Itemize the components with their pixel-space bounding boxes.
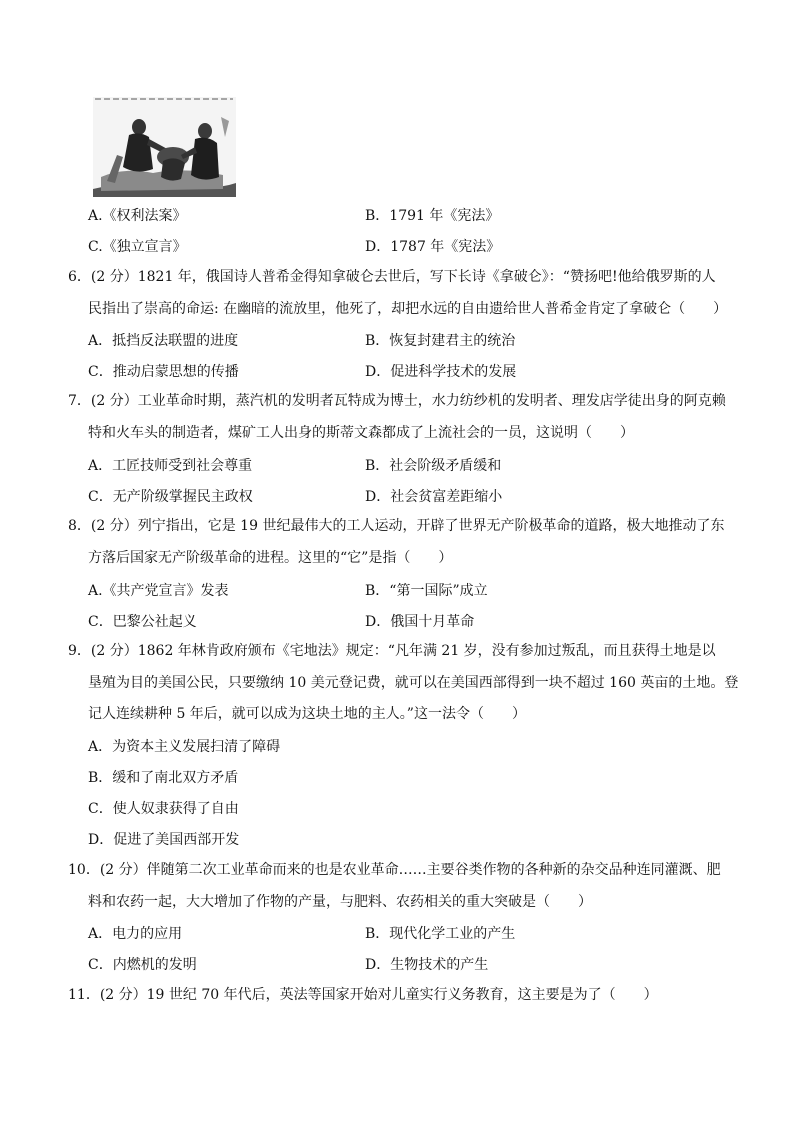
question-6-line-1: 6．(2 分）1821 年，俄国诗人普希金得知拿破仑去世后，写下长诗《拿破仑》：“赞扬吧!他给俄罗斯的人	[68, 269, 716, 285]
q7-option-row-1	[88, 456, 502, 476]
q7-option-d[interactable]: D．社会贫富差距缩小	[365, 489, 503, 505]
q10-option-b[interactable]: B．现代化学工业的产生	[365, 926, 516, 942]
q5-option-a[interactable]: A.《权利法案》	[88, 208, 187, 224]
question-8-stem	[68, 511, 728, 574]
question-9-stem	[68, 636, 739, 731]
q9-option-a[interactable]: A．为资本主义发展扫清了障碍	[88, 739, 281, 755]
question-7-line-2: 特和火车头的制造者，煤矿工人出身的斯蒂文森都成了上流社会的一员，这说明（ ）	[88, 424, 634, 441]
q8-option-a[interactable]: A.《共产党宣言》发表	[88, 583, 229, 599]
q10-option-row-2	[88, 955, 489, 975]
question-9-line-3: 记人连续耕种 5 年后，就可以成为这块土地的主人。”这一法令（ ）	[88, 706, 526, 722]
question-7-stem	[68, 386, 728, 449]
q7-option-a[interactable]: A．工匠技师受到社会尊重	[88, 458, 253, 474]
question-7-line-1: 7．(2 分）工业革命时期，蒸汽机的发明者瓦特成为博士，水力纺纱机的发明者、理发店学徒出身的阿克赖	[68, 393, 726, 409]
q6-option-d[interactable]: D．促进科学技术的发展	[365, 364, 517, 380]
q10-option-d[interactable]: D．生物技术的产生	[365, 957, 489, 973]
question-8-line-2: 方落后国家无产阶级革命的进程。这里的“它”是指（ ）	[88, 549, 453, 566]
question-10-stem	[68, 855, 728, 918]
q5-option-b[interactable]: B．1791 年《宪法》	[365, 208, 500, 224]
question-11-line-1: 11．(2 分）19 世纪 70 年代后，英法等国家开始对儿童实行义务教育，这主要是为了（ ）	[68, 987, 658, 1003]
q9-option-d[interactable]: D．促进了美国西部开发	[88, 832, 240, 848]
question-9-line-2: 垦殖为目的美国公民，只要缴纳 10 美元登记费，就可以在美国西部得到一块不超过 160 英亩的土地。登	[88, 674, 739, 691]
q6-option-row-2	[88, 362, 517, 382]
q6-option-b[interactable]: B．恢复封建君主的统治	[365, 333, 516, 349]
question-8-line-1: 8．(2 分）列宁指出，它是 19 世纪最伟大的工人运动，开辟了世界无产阶极革命的道路，极大地推动了东	[68, 518, 725, 534]
q5-option-row-2	[88, 237, 501, 257]
q10-option-row-1	[88, 924, 516, 944]
q10-option-c[interactable]: C．内燃机的发明	[88, 957, 197, 973]
question-6-line-2: 民指出了崇高的命运: 在幽暗的流放里，他死了，却把水远的自由遗给世人普希金肯定了拿破仑（ ）	[88, 300, 728, 317]
q9-option-b[interactable]: B．缓和了南北双方矛盾	[88, 770, 239, 786]
q8-option-d[interactable]: D．俄国十月革命	[365, 614, 475, 630]
q5-option-d[interactable]: D．1787 年《宪法》	[365, 239, 501, 255]
q5-option-c[interactable]: C.《独立宣言》	[88, 239, 187, 255]
question-9-line-1: 9．(2 分）1862 年林肯政府颁布《宅地法》规定：“凡年满 21 岁，没有参加过叛乱，而且获得土地是以	[68, 643, 716, 659]
question-10-line-1: 10．(2 分）伴随第二次工业革命而来的也是农业革命……主要谷类作物的各种新的杂交品种连同灌溉、肥	[68, 862, 721, 878]
q8-option-row-1	[88, 581, 488, 601]
question-6-stem	[68, 262, 728, 325]
q7-option-row-2	[88, 487, 503, 507]
q6-option-a[interactable]: A．抵挡反法联盟的进度	[88, 333, 239, 349]
q6-option-c[interactable]: C．推动启蒙思想的传播	[88, 364, 239, 380]
q6-option-row-1	[88, 331, 516, 351]
q8-option-b[interactable]: B．“第一国际”成立	[365, 583, 488, 599]
q10-option-a[interactable]: A．电力的应用	[88, 926, 183, 942]
q8-option-c[interactable]: C．巴黎公社起义	[88, 614, 197, 630]
q7-option-b[interactable]: B．社会阶级矛盾缓和	[365, 458, 502, 474]
q7-option-c[interactable]: C．无产阶级掌握民主政权	[88, 489, 253, 505]
historical-illustration	[93, 97, 236, 197]
question-10-line-2: 料和农药一起，大大增加了作物的产量，与肥料、农药相关的重大突破是（ ）	[88, 893, 592, 910]
q9-option-c[interactable]: C．使人奴隶获得了自由	[88, 801, 239, 817]
q8-option-row-2	[88, 612, 475, 632]
question-11-stem	[68, 980, 728, 1012]
q5-option-row-1	[88, 206, 500, 226]
